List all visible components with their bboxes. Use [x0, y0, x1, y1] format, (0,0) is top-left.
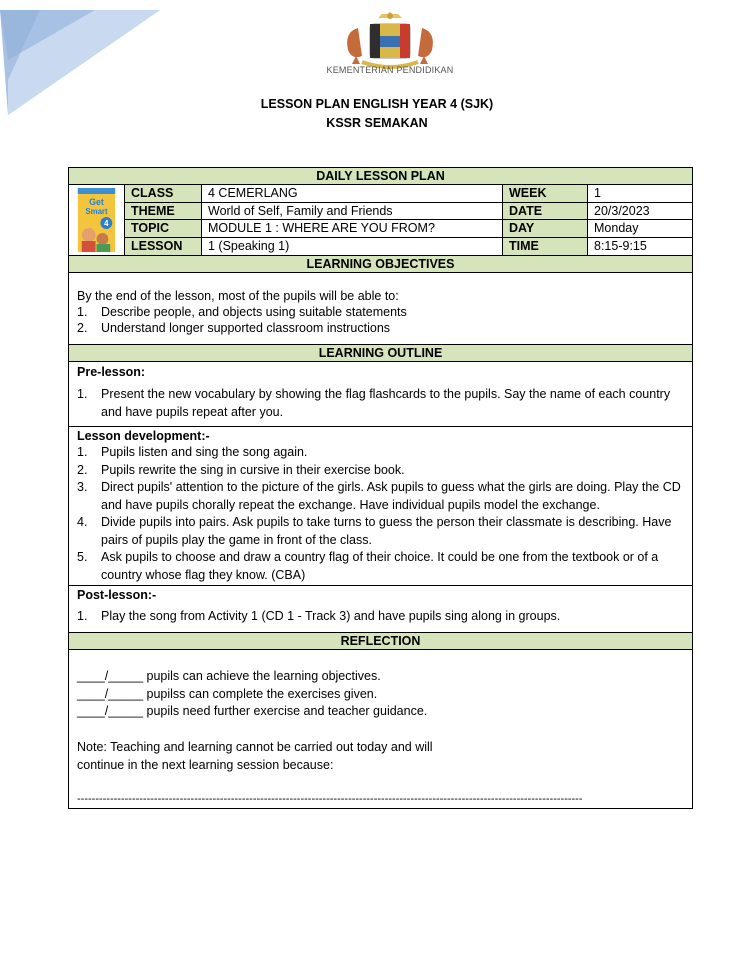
lesson-info — [69, 185, 692, 256]
reflection-line-2: ____/_____ pupilss can complete the exercises given. — [77, 686, 378, 701]
textbook-cover-image — [69, 185, 125, 255]
list-item: 4. Divide pupils into pairs. Ask pupils to take turns to guess the person their classmate is describing. Have pairs of pupils play the game in front of the class. — [77, 515, 672, 547]
class-value: 4 CEMERLANG — [202, 185, 503, 202]
date-label: DATE — [503, 203, 588, 220]
week-label: WEEK — [503, 185, 588, 202]
svg-text:Get: Get — [89, 196, 104, 208]
lesson-plan-table — [68, 167, 693, 809]
list-item: 2. Pupils rewrite the sing in cursive in their exercise book. — [77, 462, 405, 477]
day-value: Monday — [594, 221, 639, 235]
reflection-line-1: ____/_____ pupils can achieve the learning objectives. — [77, 669, 381, 683]
objectives-list — [77, 304, 684, 336]
page-subtitle: KSSR SEMAKAN — [326, 116, 428, 130]
lesson-development-title: Lesson development:- — [77, 429, 210, 443]
list-item: 3. Direct pupils' attention to the picture of the girls. Ask pupils to guess what the girls are doing. Play the CD and have pupils chorally repeat the exchange. Have individual pupils model the exchange. — [77, 480, 681, 512]
daily-lesson-plan-heading: DAILY LESSON PLAN — [69, 168, 692, 185]
reflection-note-2: continue in the next learning session because: — [77, 757, 334, 772]
learning-objectives-heading: LEARNING OBJECTIVES — [69, 256, 692, 273]
time-label: TIME — [503, 238, 588, 256]
theme-value: World of Self, Family and Friends — [202, 203, 503, 220]
post-lesson-list — [77, 608, 684, 626]
week-value: 1 — [594, 186, 601, 200]
lesson-label: LESSON — [125, 238, 202, 256]
pre-lesson-title: Pre-lesson: — [77, 365, 146, 379]
reflection-section — [69, 650, 692, 808]
list-item: 1. Pupils listen and sing the song again. — [77, 445, 308, 459]
reflection-blank-line: ------------------------------------------------------------------------------------------------------------------------------------------ — [77, 792, 583, 805]
time-value: 8:15-9:15 — [594, 238, 647, 253]
lesson-info-grid — [125, 185, 692, 255]
list-item: 1. Present the new vocabulary by showing the flag flashcards to the pupils. Say the name of each country and have pupils repeat after you. — [77, 387, 671, 419]
svg-text:Smart: Smart — [85, 206, 108, 217]
list-item: 2. Understand longer supported classroom instructions — [77, 321, 391, 335]
objectives-intro: By the end of the lesson, most of the pupils will be able to: — [77, 289, 399, 303]
list-item: 1. Describe people, and objects using suitable statements — [77, 305, 407, 319]
reflection-line-3: ____/_____ pupils need further exercise and teacher guidance. — [77, 704, 428, 718]
learning-outline-heading: LEARNING OUTLINE — [69, 345, 692, 362]
page-title: LESSON PLAN ENGLISH YEAR 4 (SJK) — [260, 97, 494, 111]
list-item: 5. Ask pupils to choose and draw a country flag of their choice. It could be one from the textbook or of a country whose flag they know. (CBA) — [77, 550, 659, 582]
post-lesson-title: Post-lesson:- — [77, 588, 157, 602]
post-lesson-section — [69, 586, 692, 633]
lesson-development-section — [69, 427, 692, 586]
reflection-heading: REFLECTION — [69, 633, 692, 650]
list-item: 1. Play the song from Activity 1 (CD 1 - Track 3) and have pupils sing along in groups. — [77, 609, 561, 623]
svg-text:4: 4 — [104, 218, 109, 229]
class-label: CLASS — [125, 185, 202, 202]
date-value: 20/3/2023 — [594, 203, 650, 218]
day-label: DAY — [503, 220, 588, 237]
lesson-development-list — [77, 444, 684, 584]
topic-value: MODULE 1 : WHERE ARE YOU FROM? — [202, 220, 503, 237]
ministry-name: KEMENTERIAN PENDIDIKAN — [326, 65, 454, 75]
reflection-note-1: Note: Teaching and learning cannot be carried out today and will — [77, 739, 433, 754]
lesson-value: 1 (Speaking 1) — [202, 238, 503, 256]
pre-lesson-section — [69, 362, 692, 427]
topic-label: TOPIC — [125, 220, 202, 237]
theme-label: THEME — [125, 203, 202, 220]
learning-objectives-section — [69, 273, 692, 345]
pre-lesson-list — [77, 385, 684, 421]
